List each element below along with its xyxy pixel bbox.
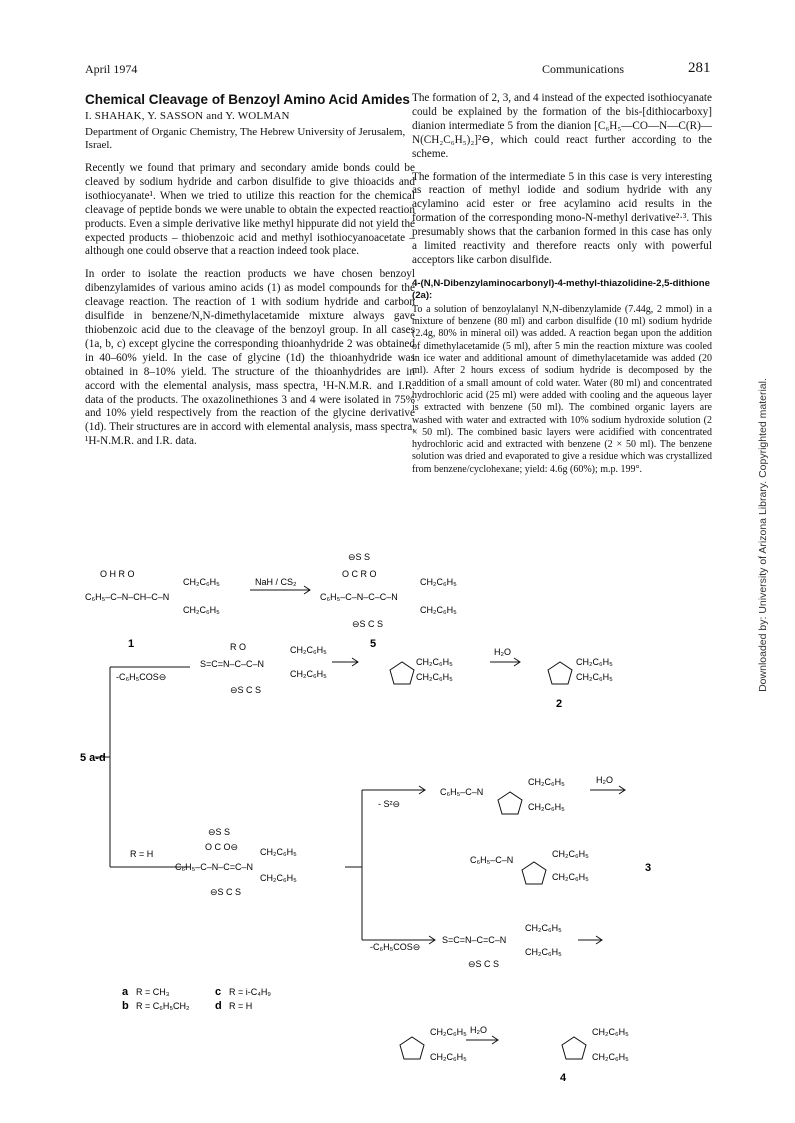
svg-text:a: a: [122, 986, 129, 998]
svg-text:CH₂C₆H₅: CH₂C₆H₅: [290, 669, 327, 679]
paragraph-2: In order to isolate the reaction products we have chosen benzoyl dibenzylamides of various amino acids (1) as model compounds for the cleavage reaction. The reaction of 1 with sodium hydride and carbon disulfide in benzene/N,N-dimethylacetamide mixture always gave thiobenzoic acid due to the cleavage of the benzoyl group. In all cases (1a, b, c) except glycine the corresponding thioanhydride 2 was obtained in 40–60% yield. In the case of glycine (1d) the thioanhydride was obtained in 8–10% yield. The structure of the thioanhydrides are in accord with the elemental analysis, mass spectra, ¹H-N.M.R. and I.R. data of the products. The oxazolinethiones 3 and 4 were isolated in 75% and 10% yield respectively from the reaction of the glycine derivative (1d). Their structures are in accord with elemental analysis, mass spectra, ¹H-N.M.R. and I.R. data.: [85, 268, 415, 448]
loss-label-thiobenzoate: -C₆H₅COS⊖: [116, 672, 167, 682]
article-title: Chemical Cleavage of Benzoyl Amino Acid Amides: [85, 92, 410, 107]
svg-text:d: d: [215, 1000, 222, 1012]
running-section: Communications: [542, 62, 624, 76]
svg-text:CH₂C₆H₅: CH₂C₆H₅: [430, 1027, 467, 1037]
svg-text:C₆H₅–C–N: C₆H₅–C–N: [470, 855, 514, 865]
svg-text:C₆H₅–C–N: C₆H₅–C–N: [440, 787, 484, 797]
oxazoline-ring: [522, 862, 546, 884]
svg-text:⊖S S: ⊖S S: [208, 827, 231, 837]
isothiocyanate-text: S=C=N–C–C–N: [200, 659, 265, 669]
svg-text:CH₂C₆H₅: CH₂C₆H₅: [420, 605, 457, 615]
article-authors: I. SHAHAK, Y. SASSON and Y. WOLMAN: [85, 110, 290, 122]
svg-text:⊖S C S: ⊖S C S: [352, 619, 384, 629]
oxazoline-ring: [562, 1037, 586, 1059]
compound-label-2: 2: [556, 698, 563, 710]
running-date: April 1974: [85, 62, 138, 76]
oxazoline-ring: [400, 1037, 424, 1059]
compound-label-4: 4: [560, 1072, 567, 1084]
svg-text:S=C=N–C=C–N: S=C=N–C=C–N: [442, 935, 507, 945]
svg-text:CH₂C₆H₅: CH₂C₆H₅: [552, 849, 589, 859]
svg-text:CH₂C₆H₅: CH₂C₆H₅: [420, 577, 457, 587]
svg-text:R = C₆H₅CH₂: R = C₆H₅CH₂: [136, 1001, 190, 1011]
svg-text:CH₂C₆H₅: CH₂C₆H₅: [592, 1052, 629, 1062]
compound-label-1: 1: [128, 638, 135, 650]
thiazolidine-ring: [548, 662, 572, 684]
svg-text:⊖S C S: ⊖S C S: [230, 685, 262, 695]
svg-text:R = CH₃: R = CH₃: [136, 987, 170, 997]
paragraph-4: The formation of the intermediate 5 in this case is very interesting as reaction of methyl iodide and sodium hydride with any acylamino acid ester or free acylamino acid results in the formation of the corresponding mono-N-methyl derivative²·³. This presumably shows that the carbanion formed in this case has only a limited reactivity and therefore reacts only with powerful acceptors like carbon disulfide.: [412, 170, 712, 266]
download-watermark: [753, 380, 773, 690]
download-watermark-text: Downloaded by: University of Arizona Library. Copyrighted material.: [757, 378, 769, 692]
svg-text:H₂O: H₂O: [470, 1025, 487, 1035]
svg-text:CH₂C₆H₅: CH₂C₆H₅: [430, 1052, 467, 1062]
structure-5-text: C₆H₅–C–N–C–C–N: [320, 592, 398, 602]
condition-label: R = H: [130, 849, 154, 859]
substituent-legend: [122, 986, 271, 1012]
svg-text:CH₂C₆H₅: CH₂C₆H₅: [183, 605, 220, 615]
svg-text:CH₂C₆H₅: CH₂C₆H₅: [552, 872, 589, 882]
svg-text:O C O⊖: O C O⊖: [205, 842, 239, 852]
structure-1-text: C₆H₅–C–N–CH–C–N: [85, 592, 170, 602]
svg-text:R O: R O: [230, 642, 247, 652]
thiazolidine-ring: [390, 662, 414, 684]
svg-text:⊖S S: ⊖S S: [348, 552, 371, 562]
left-column: [85, 92, 415, 458]
loss-label-s2: - S²⊖: [378, 799, 401, 809]
svg-text:CH₂C₆H₅: CH₂C₆H₅: [525, 923, 562, 933]
reagent-label: NaH / CS₂: [255, 577, 297, 587]
experimental-heading: 4-(N,N-Dibenzylaminocarbonyl)-4-methyl-thiazolidine-2,5-dithione (2a):: [412, 277, 710, 301]
svg-text:CH₂C₆H₅: CH₂C₆H₅: [525, 947, 562, 957]
svg-text:CH₂C₆H₅: CH₂C₆H₅: [528, 802, 565, 812]
svg-text:b: b: [122, 1000, 129, 1012]
water-label: H₂O: [494, 647, 511, 657]
svg-text:CH₂C₆H₅: CH₂C₆H₅: [290, 645, 327, 655]
svg-text:c: c: [215, 986, 222, 998]
svg-text:CH₂C₆H₅: CH₂C₆H₅: [576, 672, 613, 682]
svg-text:CH₂C₆H₅: CH₂C₆H₅: [576, 657, 613, 667]
experimental-text: To a solution of benzoylalanyl N,N-dibenzylamide (7.44g, 2 mmol) in a mixture of benzene (80 ml) and carbon disulfide (10 ml) sodium hydride (2.4g, 80% in mineral oil) was added. A reaction began upon the addition of dimethylacetamide (5 ml), after 5 min the reaction mixture was cooled in ice water and additional amount of dimethylacetamide was added (20 ml). After 2 hours excess of sodium hydride is decomposed by the addition of a small amount of cold water. Water (80 ml) and concentrated hydrochloric acid (25 ml) were added with cooling and the aqueous layer is extracted with benzene (50 ml). The combined organic layers are washed with water and extracted with 10% sodium hydroxide solution (2 × 50 ml). The combined basic layers were acidified with concentrated hydrochloric acid and extracted with benzene (2 × 50 ml). The benzene solution was dried and evaporated to give a residue which was crystallized from benzene/cyclohexane; yield: 4.6g (60%); m.p. 199°.: [412, 303, 712, 475]
compound-label-5ad: 5 a-d: [80, 752, 106, 764]
svg-text:CH₂C₆H₅: CH₂C₆H₅: [592, 1027, 629, 1037]
svg-text:⊖S C S: ⊖S C S: [468, 959, 500, 969]
compound-label-5: 5: [370, 638, 377, 650]
article-affiliation: Department of Organic Chemistry, The Hebrew University of Jerusalem, Israel.: [85, 126, 406, 151]
paragraph-3: The formation of 2, 3, and 4 instead of the expected isothiocyanate could be explained by the formation of the bis-[dithiocarboxy] dianion intermediate 5 from the dianion [C₆H₅—CO—N—C(R)—N(CH₂C₆H₅)₂]²⊖, which could react further according to the scheme.: [412, 92, 712, 160]
intermediate-text: C₆H₅–C–N–C=C–N: [175, 862, 254, 872]
loss-label-thiobenzoate-2: -C₆H₅COS⊖: [370, 942, 421, 952]
right-column: [412, 92, 712, 476]
svg-text:CH₂C₆H₅: CH₂C₆H₅: [183, 577, 220, 587]
svg-text:⊖S C S: ⊖S C S: [210, 887, 242, 897]
svg-text:CH₂C₆H₅: CH₂C₆H₅: [260, 847, 297, 857]
svg-text:R = H: R = H: [229, 1001, 253, 1011]
svg-text:CH₂C₆H₅: CH₂C₆H₅: [416, 657, 453, 667]
svg-text:O H R O: O H R O: [100, 569, 135, 579]
svg-text:CH₂C₆H₅: CH₂C₆H₅: [260, 873, 297, 883]
svg-text:CH₂C₆H₅: CH₂C₆H₅: [528, 777, 565, 787]
oxazoline-ring: [498, 792, 522, 814]
compound-label-3: 3: [645, 862, 652, 874]
svg-text:O C R O: O C R O: [342, 569, 377, 579]
reaction-scheme: [80, 545, 740, 1085]
paragraph-1: Recently we found that primary and secondary amide bonds could be cleaved by sodium hydride and carbon disulfide to give thioacids and isothiocyanate¹. When we tried to utilize this reaction for the chemical cleavage of peptide bonds we were unable to obtain the expected reaction products. Even a simple derivative like methyl hippurate did not yield the expected products – thiobenzoic acid and methyl isothiocyanoacetate – although one could observe that a reaction indeed took place.: [85, 162, 415, 258]
page-number: 281: [688, 60, 711, 76]
svg-text:CH₂C₆H₅: CH₂C₆H₅: [416, 672, 453, 682]
svg-text:R = i-C₄H₉: R = i-C₄H₉: [229, 987, 271, 997]
svg-text:H₂O: H₂O: [596, 775, 613, 785]
